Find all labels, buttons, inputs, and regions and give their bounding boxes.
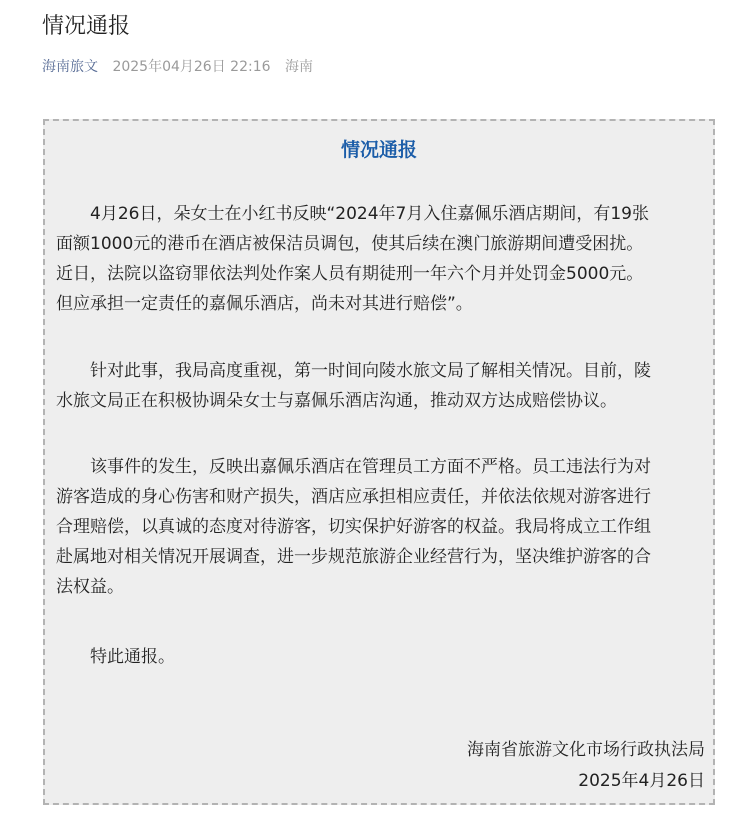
text-line: 游客造成的身心伤害和财产损失，酒店应承担相应责任，并依法依规对游客进行 xyxy=(56,487,651,507)
text-line: 面额1000元的港币在酒店被保洁员调包，使其后续在澳门旅游期间遭受困扰。 xyxy=(56,234,644,254)
notice-paragraph-2 xyxy=(56,356,712,416)
author-link[interactable]: 海南旅文 xyxy=(42,59,98,75)
text-line: 4月26日，朵女士在小红书反映“2024年7月入住嘉佩乐酒店期间，有19张 xyxy=(90,204,649,224)
notice-heading: 情况通报 xyxy=(340,139,417,161)
signature-date: 2025年4月26日 xyxy=(578,771,705,791)
text-line: 水旅文局正在积极协调朵女士与嘉佩乐酒店沟通，推动双方达成赔偿协议。 xyxy=(56,391,617,411)
article-title: 情况通报 xyxy=(42,14,131,39)
signature xyxy=(467,735,705,797)
notice-paragraph-3 xyxy=(56,452,712,602)
text-line: 近日，法院以盗窃罪依法判处作案人员有期徒刑一年六个月并处罚金5000元。 xyxy=(56,264,644,284)
publish-date: 2025年04月26日 22:16 xyxy=(112,59,271,75)
text-line: 赴属地对相关情况开展调查，进一步规范旅游企业经营行为，坚决维护游客的合 xyxy=(56,547,651,567)
text-line: 该事件的发生，反映出嘉佩乐酒店在管理员工方面不严格。员工违法行为对 xyxy=(90,457,651,477)
notice-paragraph-4 xyxy=(56,642,712,672)
text-line: 但应承担一定责任的嘉佩乐酒店，尚未对其进行赔偿”。 xyxy=(56,294,473,314)
text-line: 针对此事，我局高度重视，第一时间向陵水旅文局了解相关情况。目前，陵 xyxy=(90,361,651,381)
publish-location: 海南 xyxy=(284,59,313,75)
article-meta xyxy=(42,57,313,77)
notice-paragraph-1 xyxy=(56,199,712,319)
signature-organization: 海南省旅游文化市场行政执法局 xyxy=(467,740,705,760)
notice-box xyxy=(43,119,715,805)
text-line: 合理赔偿，以真诚的态度对待游客，切实保护好游客的权益。我局将成立工作组 xyxy=(56,517,651,537)
text-line: 特此通报。 xyxy=(90,647,175,667)
text-line: 法权益。 xyxy=(56,577,124,597)
